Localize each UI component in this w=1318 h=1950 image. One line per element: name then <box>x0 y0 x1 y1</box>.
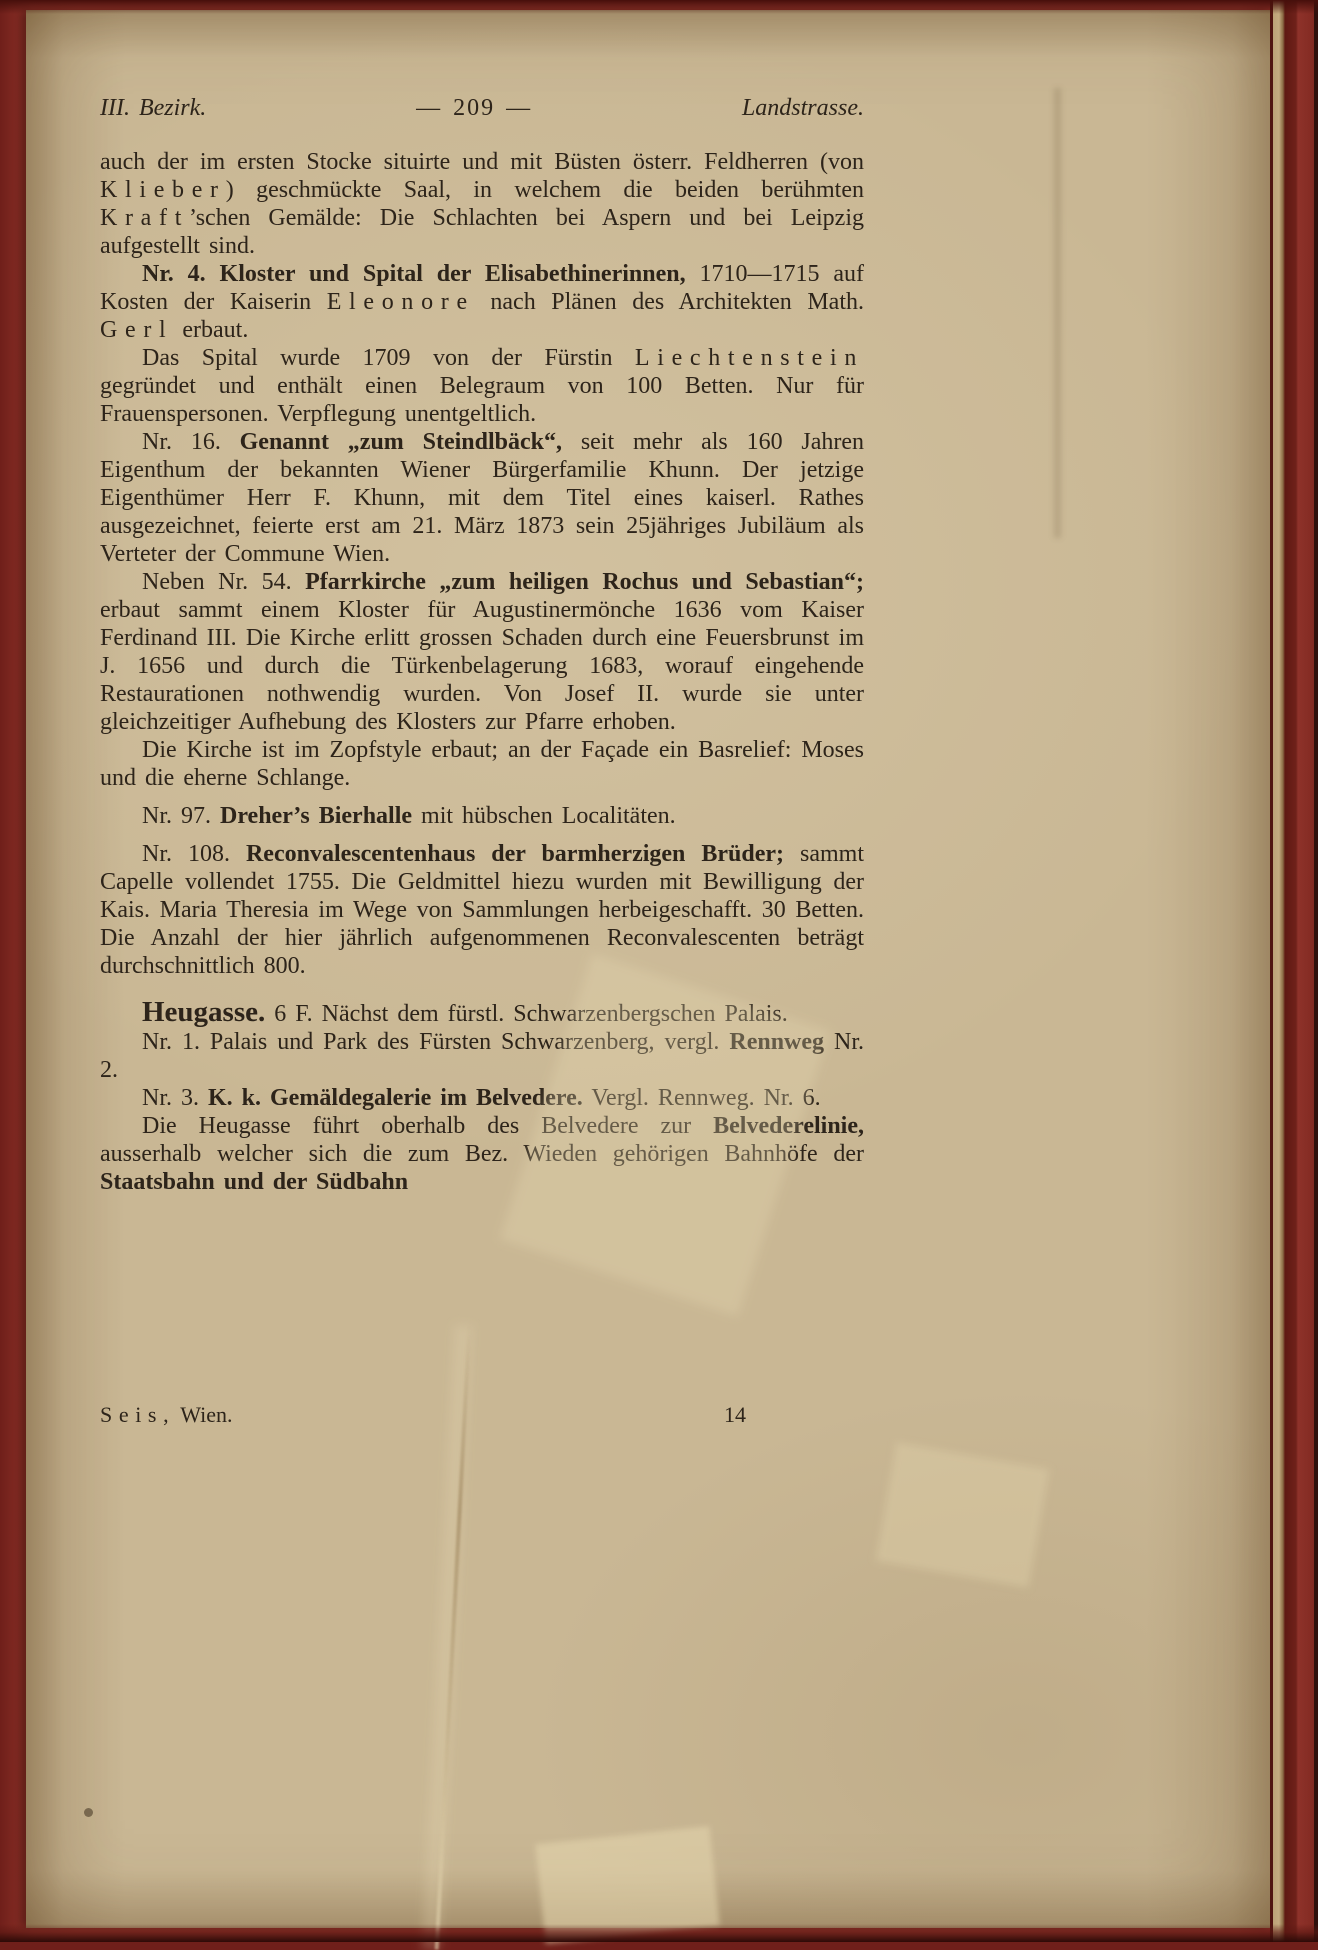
text-run: seit mehr als 160 Jahren Eigenthum der bekannten Wiener Bürgerfamilie Khunn. Der jetzige Eigenthümer Herr F. Khunn, mit dem Titel eines kaiserl. Rathes ausgezeichnet, feierte erst am 21. März 1873 sein 25jähriges Jubiläum als Verteter der Commune Wien. <box>100 429 865 567</box>
text-run: Liechtenstein <box>634 345 864 371</box>
text-run: Pfarrkirche „zum heiligen Rochus und Sebastian“; <box>305 569 865 595</box>
text-run: Vergl. Rennweg. Nr. 6. <box>582 1085 821 1111</box>
text-run: Nr. 4. Kloster und Spital der Elisabethinerinnen, <box>142 261 686 287</box>
text-run: Reconvalescentenhaus der barmherzigen Brüder; <box>245 841 785 867</box>
imprint-rest: Wien. <box>175 1402 233 1427</box>
paragraph-heugasse-belvederelinie <box>100 1112 864 1196</box>
text-run: Neben Nr. 54. <box>142 569 306 595</box>
text-run: gegründet und enthält einen Belegraum von 100 Betten. Nur für Frauenspersonen. Verpflegung unentgeltlich. <box>100 373 864 427</box>
sheet-signature: 14 <box>724 1402 746 1427</box>
paragraph-nr-4-kloster-elisabethinerinnen <box>100 260 864 344</box>
paragraph-spital-1709 <box>100 344 864 428</box>
text-run: erbaut. <box>173 317 249 343</box>
text-run: Nr. 97. <box>142 803 220 829</box>
text-run: 6 F. Nächst dem fürstl. Schwarzenbergschen Palais. <box>265 1001 788 1027</box>
text-run: Staatsbahn und der Südbahn <box>100 1169 409 1195</box>
text-run: nach Plänen des Architekten Math. <box>474 289 864 315</box>
text-run: Eleonore <box>326 289 475 315</box>
text-run: ausserhalb welcher sich die zum Bez. Wieden gehörigen Bahnhöfe der <box>100 1141 864 1167</box>
text-run: K. k. Gemäldegalerie im Belvedere. <box>208 1085 583 1111</box>
text-run: Die Kirche ist im Zopfstyle erbaut; an der Façade ein Basrelief: Moses und die eherne Schlange. <box>100 737 864 791</box>
page-footer <box>100 1402 864 1428</box>
text-run: Genannt „zum Steindlbäck“, <box>239 429 562 455</box>
text-area <box>100 94 864 1196</box>
paragraph-nr-54-pfarrkirche-rochus <box>100 568 864 736</box>
margin-smudge <box>1054 88 1061 538</box>
page-body <box>100 148 864 1196</box>
text-run: mit hübschen Localitäten. <box>412 803 676 829</box>
text-run: Heugasse. <box>142 996 266 1028</box>
paper-stain <box>876 1442 1049 1587</box>
paragraph-nr-108-reconvalescentenhaus <box>100 840 864 980</box>
running-head <box>100 94 864 122</box>
text-run: Dreher’s Bierhalle <box>220 803 413 829</box>
text-run: ) geschmückte Saal, in welchem die beiden berühmten <box>225 177 864 203</box>
book-page <box>26 10 1270 1928</box>
text-run: Nr. 1. Palais und Park des Fürsten Schwarzenberg, vergl. <box>142 1029 730 1055</box>
text-run: erbaut sammt einem Kloster für Augustinermönche 1636 vom Kaiser Ferdinand III. Die Kirche erlitt grossen Schaden durch eine Feuersbrunst im J. 1656 und durch die Türkenbelagerung 1683, worauf eingehende Restaurationen nothwendig wurden. Von Josef II. wurde sie unter gleichzeitiger Aufhebung des Klosters zur Pfarre erhoben. <box>100 597 864 735</box>
text-run: Nr. 108. <box>142 841 246 867</box>
book-cover-edge-bottom <box>0 1924 1318 1942</box>
paragraph-nr-3-gemaeldegalerie <box>100 1084 864 1112</box>
text-run: Klieber <box>100 177 226 203</box>
text-run: Die Heugasse führt oberhalb des Belvedere zur <box>142 1113 714 1139</box>
text-run: Kraft <box>100 205 190 231</box>
paragraph-saal-continuation <box>100 148 864 260</box>
text-run: sammt Capelle vollendet 1755. Die Geldmittel hiezu wurden mit Bewilligung der Kais. Maria Theresia im Wege von Sammlungen herbeigeschafft. 30 Betten. Die Anzahl der hier jährlich aufgenommenen Reconvalescenten beträgt durchschnittlich 800. <box>100 841 864 979</box>
text-run: Nr. 2. <box>100 1029 865 1083</box>
book-cover-edge-top <box>0 0 1318 14</box>
printer-imprint <box>100 1402 233 1428</box>
page-number: — 209 — <box>416 95 533 121</box>
text-run: auch der im ersten Stocke situirte und mit Büsten österr. Feldherren (von <box>100 149 864 175</box>
paragraph-nr-1-palais-schwarzenberg <box>100 1028 864 1084</box>
text-run: Rennweg <box>729 1029 825 1055</box>
paragraph-nr-16-steindlbaeck <box>100 428 864 568</box>
text-run: Das Spital wurde 1709 von der Fürstin <box>142 345 635 371</box>
running-head-district: III. Bezirk. <box>100 95 207 121</box>
paragraph-nr-97-drehers-bierhalle <box>100 802 864 830</box>
paragraph-kirche-zopfstyle <box>100 736 864 792</box>
ink-spot <box>84 1808 93 1817</box>
text-run: Gerl <box>100 317 174 343</box>
imprint-name: Seis, <box>100 1402 176 1427</box>
text-run: 1710—1715 auf Kosten der Kaiserin <box>100 261 864 315</box>
paragraph-heugasse-heading <box>100 998 864 1028</box>
text-run: Nr. 16. <box>142 429 240 455</box>
text-run: ’schen Gemälde: Die Schlachten bei Aspern und bei Leipzig aufgestellt sind. <box>100 205 864 259</box>
book-page-stack-edge <box>1270 0 1318 1942</box>
text-run: Nr. 3. <box>142 1085 208 1111</box>
running-head-street: Landstrasse. <box>741 95 864 121</box>
text-run: Belvederelinie, <box>713 1113 864 1139</box>
